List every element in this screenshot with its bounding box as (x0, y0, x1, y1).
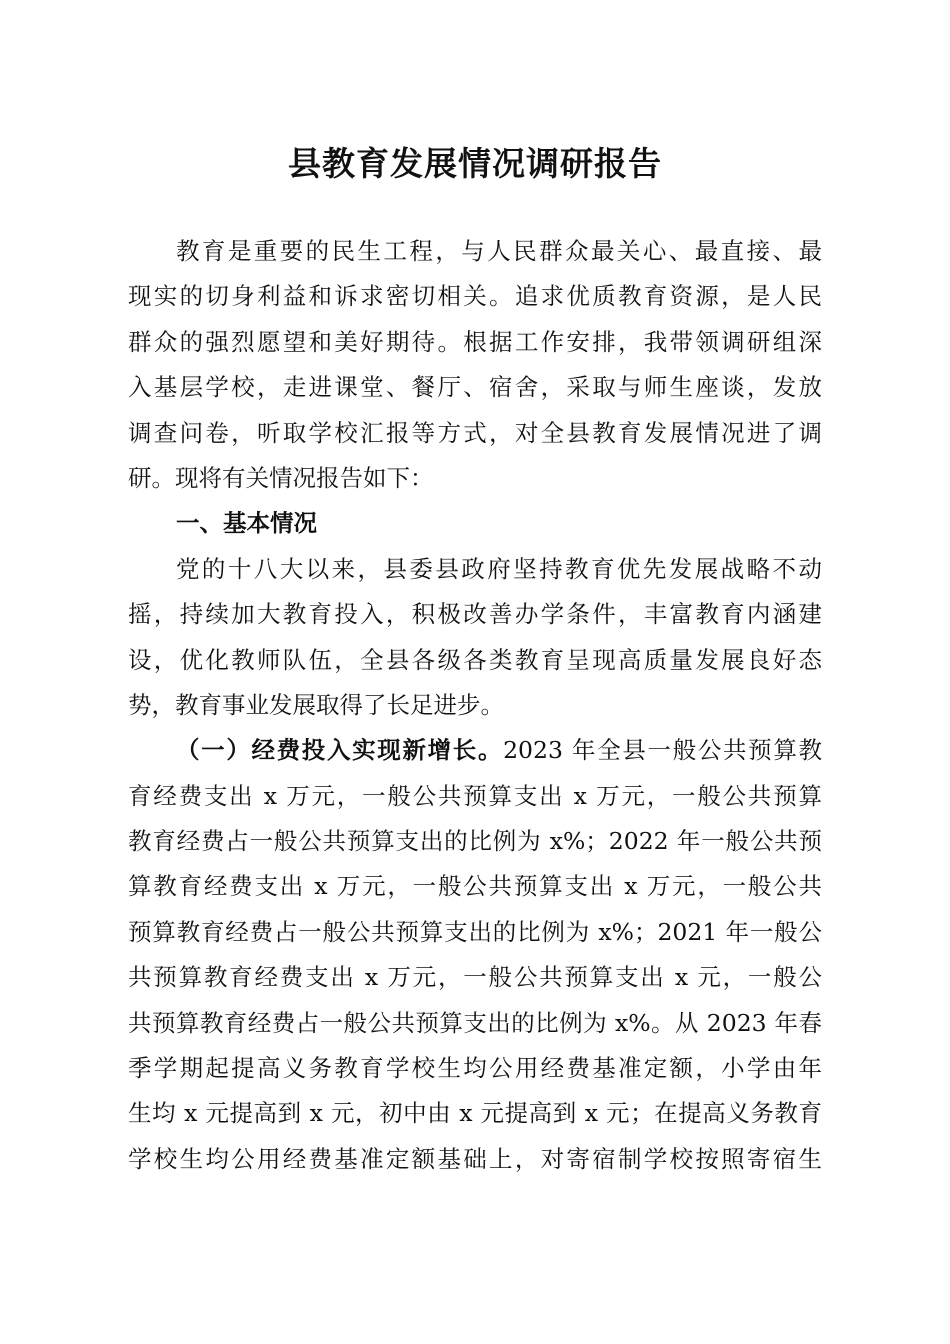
section-heading: 一、基本情况 (176, 509, 317, 538)
paragraph-line: 势，教育事业发展取得了长足进步。 (128, 690, 504, 719)
paragraph-line: 调查问卷，听取学校汇报等方式，对全县教育发展情况进了调 (128, 418, 822, 447)
paragraph-line (128, 728, 822, 773)
document-body (128, 229, 822, 1182)
funding-paragraph (128, 728, 822, 1182)
paragraph-line: 群众的强烈愿望和美好期待。根据工作安排，我带领调研组深 (128, 327, 822, 356)
paragraph-line: 预算教育经费占一般公共预算支出的比例为 x%；2021 年一般公 (128, 917, 822, 946)
paragraph-line: 共预算教育经费支出 x 万元，一般公共预算支出 x 元，一般公 (128, 963, 822, 992)
paragraph-line: 共预算教育经费占一般公共预算支出的比例为 x%。从 2023 年春 (128, 1008, 822, 1037)
subsection-lead: （一）经费投入实现新增长。 (176, 736, 504, 765)
paragraph-line: 设，优化教师队伍，全县各级各类教育呈现高质量发展良好态 (128, 645, 822, 674)
paragraph-line: 入基层学校，走进课堂、餐厅、宿舍，采取与师生座谈，发放 (128, 373, 822, 402)
paragraph-text: 2023 年全县一般公共预算教 (503, 736, 823, 765)
document-title: 县教育发展情况调研报告 (288, 144, 662, 183)
paragraph-line: 党的十八大以来，县委县政府坚持教育优先发展战略不动 (176, 554, 822, 583)
paragraph-line: 生均 x 元提高到 x 元，初中由 x 元提高到 x 元；在提高义务教育 (128, 1099, 822, 1128)
paragraph-line: 教育是重要的民生工程，与人民群众最关心、最直接、最 (176, 237, 822, 265)
basic-situation-paragraph (128, 547, 822, 729)
paragraph-line: 育经费支出 x 万元，一般公共预算支出 x 万元，一般公共预算 (128, 781, 822, 810)
paragraph-line: 季学期起提高义务教育学校生均公用经费基准定额，小学由年 (128, 1054, 822, 1083)
paragraph-line: 研。现将有关情况报告如下： (128, 463, 434, 492)
intro-paragraph (128, 229, 822, 501)
paragraph-line: 算教育经费支出 x 万元，一般公共预算支出 x 万元，一般公共 (128, 872, 822, 901)
paragraph-line: 教育经费占一般公共预算支出的比例为 x%；2022 年一般公共预 (128, 827, 822, 856)
paragraph-line: 现实的切身利益和诉求密切相关。追求优质教育资源，是人民 (128, 282, 822, 311)
paragraph-line: 摇，持续加大教育投入，积极改善办学条件，丰富教育内涵建 (128, 600, 822, 629)
paragraph-line: 学校生均公用经费基准定额基础上，对寄宿制学校按照寄宿生 (128, 1144, 822, 1173)
